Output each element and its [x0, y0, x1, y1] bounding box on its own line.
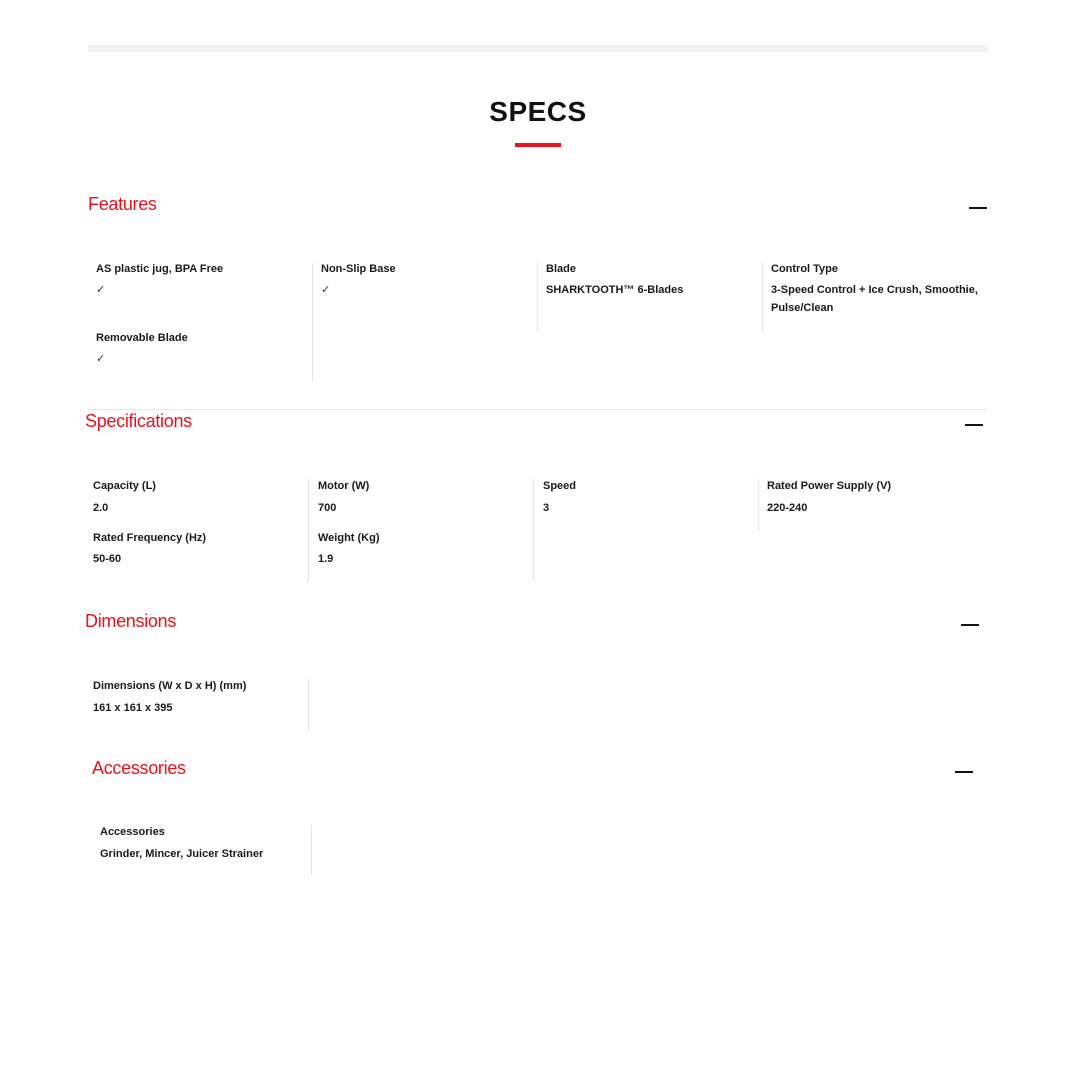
column-divider [308, 479, 309, 581]
column-divider [758, 479, 759, 531]
section-title-accessories: Accessories [92, 758, 186, 778]
section-title-specifications: Specifications [85, 411, 192, 431]
column-divider [762, 262, 763, 332]
spec-label: Speed [543, 480, 577, 492]
spec-value: 50-60 [93, 553, 122, 565]
spec-label: Rated Power Supply (V) [767, 480, 892, 492]
section-header-features[interactable] [88, 194, 988, 224]
collapse-minus-icon[interactable] [954, 762, 974, 782]
accessory-label: Accessories [100, 826, 165, 838]
column-divider [312, 262, 313, 382]
feature-label: Control Type [771, 263, 839, 275]
section-header-accessories[interactable] [92, 758, 988, 788]
column-divider [308, 679, 309, 731]
spec-label: Weight (Kg) [318, 532, 380, 544]
accessory-value: Grinder, Mincer, Juicer Strainer [100, 848, 264, 860]
collapse-minus-icon[interactable] [968, 198, 988, 218]
section-divider [88, 409, 988, 410]
collapse-minus-icon[interactable] [964, 415, 984, 435]
section-header-specifications[interactable] [85, 411, 988, 441]
spec-label: Motor (W) [318, 480, 370, 492]
dimension-label: Dimensions (W x D x H) (mm) [93, 680, 247, 692]
feature-label: Blade [546, 263, 576, 275]
top-divider-bar [88, 45, 988, 52]
column-divider [533, 479, 534, 581]
section-title-features: Features [88, 194, 157, 214]
spec-value: 1.9 [318, 553, 334, 565]
spec-value: 220-240 [767, 502, 808, 514]
spec-value: 3 [543, 502, 550, 514]
dimension-value: 161 x 161 x 395 [93, 702, 173, 714]
feature-label: AS plastic jug, BPA Free [96, 263, 224, 275]
spec-label: Capacity (L) [93, 480, 156, 492]
title-underline [515, 143, 561, 147]
spec-value: 700 [318, 502, 337, 514]
column-divider [537, 262, 538, 332]
column-divider [311, 825, 312, 875]
checkmark-icon: ✓ [96, 284, 106, 296]
feature-value: SHARKTOOTH™ 6-Blades [546, 284, 684, 296]
collapse-minus-icon[interactable] [960, 615, 980, 635]
feature-label: Removable Blade [96, 332, 188, 344]
checkmark-icon: ✓ [321, 284, 331, 296]
checkmark-icon: ✓ [96, 353, 106, 365]
section-title-dimensions: Dimensions [85, 611, 177, 631]
page-title: SPECS [489, 96, 587, 127]
spec-label: Rated Frequency (Hz) [93, 532, 207, 544]
section-header-dimensions[interactable] [85, 611, 988, 641]
feature-value: 3-Speed Control + Ice Crush, Smoothie, Pulse/Clean [771, 284, 978, 314]
spec-value: 2.0 [93, 502, 109, 514]
feature-label: Non-Slip Base [321, 263, 396, 275]
